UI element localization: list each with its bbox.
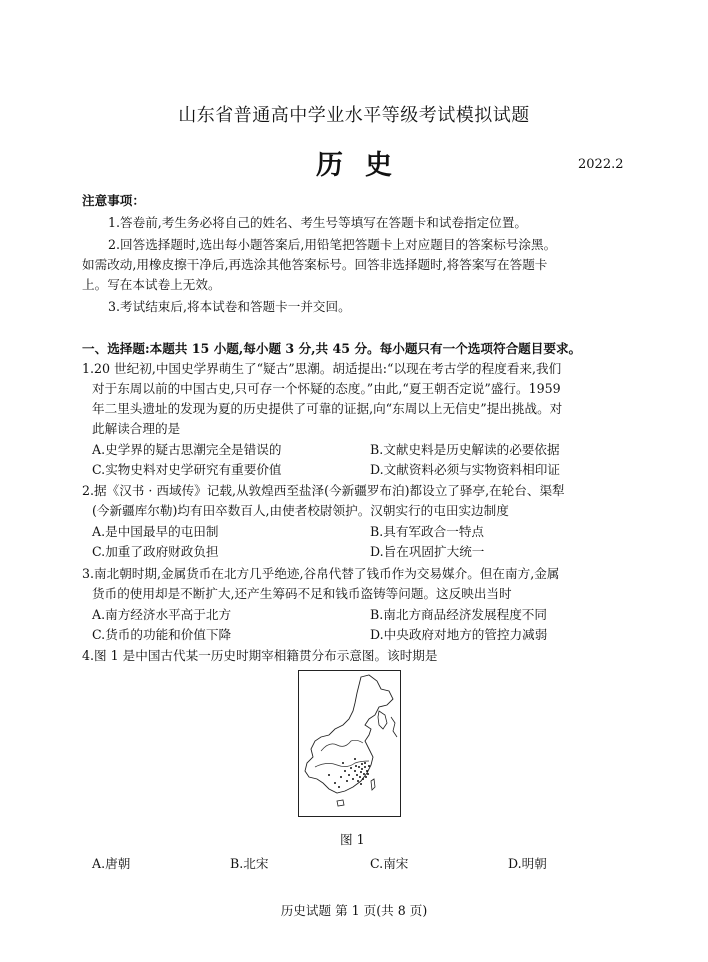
notes-heading: 注意事项： [82,193,145,208]
subject-title: 历史 [316,150,414,181]
q1-stem-line: 1.20 世纪初,中国史学界萌生了“疑古”思潮。胡适提出:“以现在考古学的程度看来,我们 [82,361,562,376]
q2-option-a: A.是中国最早的屯田制 [92,524,219,539]
q3-option-d: D.中央政府对地方的管控力减弱 [370,627,548,642]
q3-option-a: A.南方经济水平高于北方 [92,607,232,622]
q3-stem-line: 货币的使用却是不断扩大,还产生筹码不足和钱币盗铸等问题。这反映出当时 [92,586,512,601]
q2-option-b: B.具有军政合一特点 [370,524,485,539]
note-line: 如需改动,用橡皮擦干净后,再选涂其他答案标号。回答非选择题时,将答案写在答题卡 [82,257,548,272]
q4-stem: 4.图 1 是中国古代某一历史时期宰相籍贯分布示意图。该时期是 [82,648,438,663]
q1-option-b: B.文献史料是历史解读的必要依据 [370,442,560,457]
q2-stem-line: 2.据《汉书 · 西域传》记载,从敦煌西至盐泽(今新疆罗布泊)都设立了驿亭,在轮台、渠犁 [82,483,565,498]
q1-stem-line: 对于东周以前的中国古史,只可存一个怀疑的态度。”由此,“夏王朝否定说”盛行。1959 [92,381,561,396]
q3-option-b: B.南北方商品经济发展程度不同 [370,607,547,622]
page-footer: 历史试题 第 1 页(共 8 页) [280,903,428,918]
exam-title: 山东省普通高中学业水平等级考试模拟试题 [178,105,530,126]
note-line: 上。写在本试卷上无效。 [82,277,221,292]
q3-stem-line: 3.南北朝时期,金属货币在北方几乎绝迹,谷帛代替了钱币作为交易媒介。但在南方,金属 [82,566,560,581]
q2-stem-line: (今新疆库尔勒)均有田卒数百人,由使者校尉领护。汉朝实行的屯田实边制度 [92,503,509,518]
q4-option-b: B.北宋 [230,856,269,871]
note-line: 2.回答选择题时,选出每小题答案后,用铅笔把答题卡上对应题目的答案标号涂黑。 [108,237,557,252]
q1-option-a: A.史学界的疑古思潮完全是错误的 [92,442,282,457]
q4-option-a: A.唐朝 [92,856,131,871]
q1-option-d: D.文献资料必须与实物资料相印证 [370,462,560,477]
exam-date: 2022.2 [578,157,624,172]
china-outline-map [299,671,400,816]
q1-stem-line: 此解读合理的是 [92,421,181,436]
note-line: 3.考试结束后,将本试卷和答题卡一并交回。 [108,299,351,314]
note-line: 1.答卷前,考生务必将自己的姓名、考生号等填写在答题卡和试卷指定位置。 [108,215,528,230]
q2-option-c: C.加重了政府财政负担 [92,544,219,559]
figure-caption: 图 1 [340,832,365,847]
q3-option-c: C.货币的功能和价值下降 [92,627,232,642]
q1-stem-line: 年二里头遗址的发现为夏的历史提供了可靠的证据,向“东周以上无信史”提出挑战。对 [92,401,563,416]
q4-option-c: C.南宋 [370,856,409,871]
q1-option-c: C.实物史料对史学研究有重要价值 [92,462,282,477]
figure-map [298,670,401,817]
section-heading: 一、选择题:本题共 15 小题,每小题 3 分,共 45 分。每小题只有一个选项符合题目要求。 [82,341,582,356]
q2-option-d: D.旨在巩固扩大统一 [370,544,485,559]
q4-option-d: D.明朝 [508,856,547,871]
